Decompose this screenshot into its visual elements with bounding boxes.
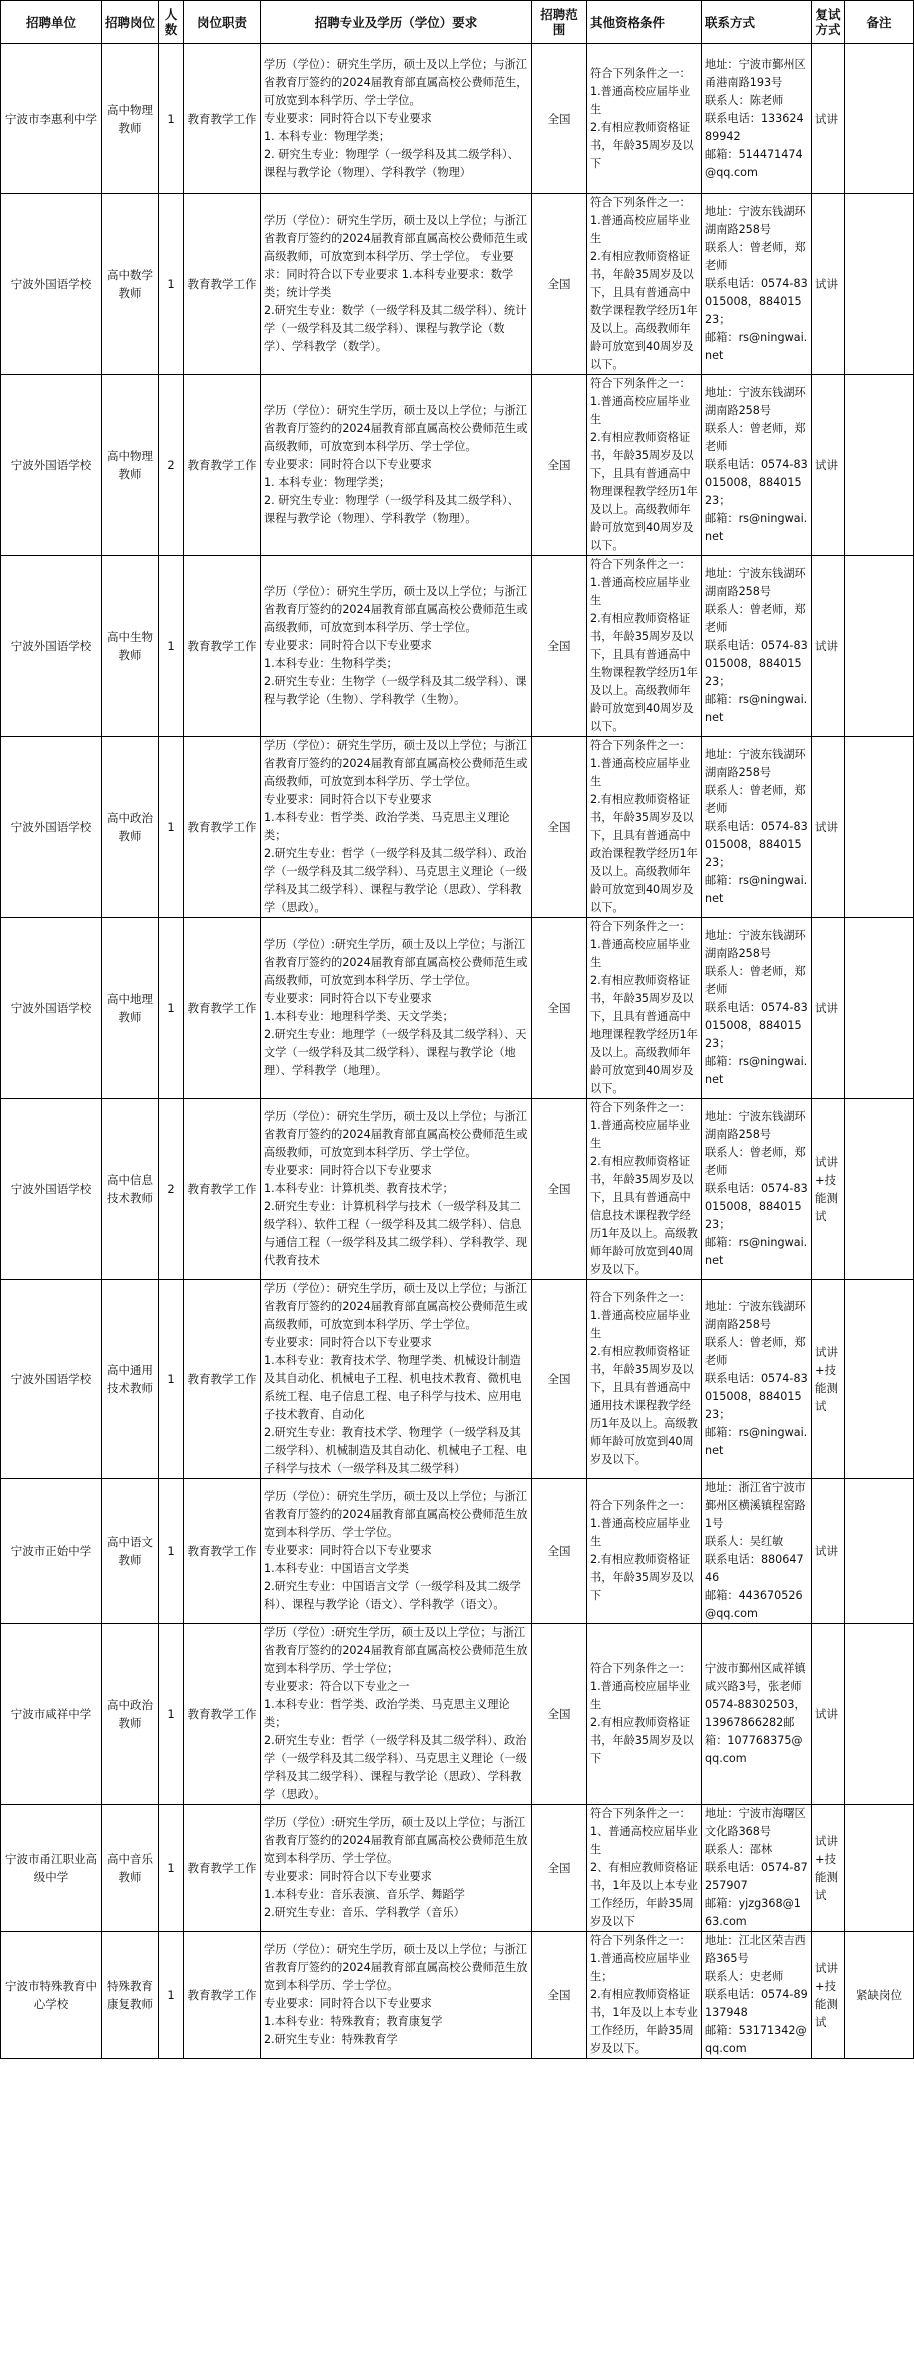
contact-line: 联系人：陈老师 bbox=[705, 93, 784, 107]
condition-line: 2.有相应教师资格证书，年龄35周岁及以下，且具有普通高中物理课程教学经历1年及以上。高级教师年龄可放宽到40周岁及以下。 bbox=[590, 431, 698, 552]
post-cell: 高中生物教师 bbox=[102, 556, 159, 737]
requirement-line: 专业要求：同时符合以下专业要求 bbox=[264, 111, 432, 125]
condition-line: 符合下列条件之一： bbox=[590, 1662, 691, 1675]
scope-cell: 全国 bbox=[532, 737, 587, 918]
contact-line: 邮箱：rs@ningwai.net bbox=[705, 874, 808, 905]
scope-cell: 全国 bbox=[532, 1932, 587, 2059]
contact-line: 联系电话：0574-83015008，88401523； bbox=[705, 639, 808, 688]
condition-line: 1.普通高校应届毕业生 bbox=[590, 1680, 691, 1711]
post-cell: 高中地理教师 bbox=[102, 918, 159, 1099]
contact-line: 地址：宁波东钱湖环湖南路258号 bbox=[705, 1110, 806, 1141]
count-cell: 1 bbox=[159, 1805, 184, 1932]
contact-line: 地址：宁波东钱湖环湖南路258号 bbox=[705, 205, 806, 236]
contact-line: 联系电话：13362489942 bbox=[705, 111, 804, 143]
table-row bbox=[1, 1805, 914, 1932]
conditions-cell bbox=[587, 1479, 702, 1624]
requirement-line: 1.本科专业：教育技术学、物理学类、机械设计制造及其自动化、机械电子工程、机电技术教育、微机电系统工程、电子信息工程、电子科学与技术、应用电子技术教育、自动化 bbox=[264, 1354, 522, 1421]
table-row bbox=[1, 1099, 914, 1280]
post-cell: 高中物理教师 bbox=[102, 375, 159, 556]
requirement-line: 2.研究生专业：特殊教育学 bbox=[264, 2033, 398, 2046]
contact-line: 联系人：曾老师，郑老师 bbox=[705, 965, 806, 996]
contact-line: 联系电话：0574-83015008，88401523； bbox=[705, 1182, 808, 1231]
post-cell: 高中政治教师 bbox=[102, 1624, 159, 1805]
table-row bbox=[1, 1932, 914, 2059]
requirements-cell bbox=[261, 1805, 532, 1932]
header-unit: 招聘单位 bbox=[1, 1, 102, 44]
remark-cell bbox=[845, 44, 914, 194]
duty-cell: 教育教学工作 bbox=[184, 1932, 261, 2059]
requirement-line: 学历（学位）:研究生学历，硕士及以上学位；与浙江省教育厅签约的2024届教育部直属高校公费师范生放宽到本科学历、学士学位。 bbox=[264, 1816, 528, 1865]
condition-line: 符合下列条件之一： bbox=[590, 196, 691, 209]
requirement-line: 2.研究生专业：教育技术学、物理学（一级学科及其二级学科）、机械制造及其自动化、机械电子工程、电子科学与技术（一级学科及其二级学科） bbox=[264, 1426, 527, 1475]
contact-cell bbox=[702, 1099, 812, 1280]
duty-cell: 教育教学工作 bbox=[184, 737, 261, 918]
post-cell: 特殊教育康复教师 bbox=[102, 1932, 159, 2059]
contact-cell bbox=[702, 375, 812, 556]
requirements-cell bbox=[261, 1280, 532, 1479]
requirement-line: 学历（学位）：研究生学历，硕士及以上学位；与浙江省教育厅签约的2024届教育部直属高校公费师范生放宽到本科学历、学士学位。 bbox=[264, 1490, 528, 1539]
requirement-line: 学历（学位）：研究生学历，硕士及以上学位；与浙江省教育厅签约的2024届教育部直属高校公费师范生或高级教师，可放宽到本科学历、学士学位。 bbox=[264, 1110, 528, 1159]
contact-line: 联系电话：0574-83015008，88401523； bbox=[705, 1372, 808, 1421]
condition-line: 2、有相应教师资格证书，1年及以上本专业工作经历，年龄35周岁及以下 bbox=[590, 1861, 698, 1928]
requirements-cell bbox=[261, 918, 532, 1099]
requirement-line: 1.本科专业：特殊教育；教育康复学 bbox=[264, 2015, 443, 2028]
count-cell: 1 bbox=[159, 1624, 184, 1805]
unit-cell: 宁波外国语学校 bbox=[1, 918, 102, 1099]
contact-line: 邮箱：rs@ningwai.net bbox=[705, 1426, 808, 1457]
condition-line: 2.有相应教师资格证书，年龄35周岁及以下，且具有普通高中通用技术课程教学经历1年及以上。高级教师年龄可放宽到40周岁及以下。 bbox=[590, 1345, 698, 1466]
contact-line: 邮箱：514471474@qq.com bbox=[705, 147, 803, 179]
requirement-line: 1.本科专业：中国语言文学类 bbox=[264, 1562, 409, 1575]
contact-line: 邮箱：53171342@qq.com bbox=[705, 2024, 807, 2055]
table-row bbox=[1, 44, 914, 194]
table-row bbox=[1, 918, 914, 1099]
requirement-line: 专业要求：同时符合以下专业要求 bbox=[264, 1336, 432, 1349]
count-cell: 1 bbox=[159, 737, 184, 918]
retest-cell: 试讲 bbox=[812, 1624, 845, 1805]
condition-line: 2.有相应教师资格证书，年龄35周岁及以下 bbox=[590, 1716, 694, 1765]
conditions-cell bbox=[587, 1932, 702, 2059]
condition-line: 2.有相应教师资格证书，年龄35周岁及以下，且具有普通高中生物课程教学经历1年及以上。高级教师年龄可放宽到40周岁及以下。 bbox=[590, 612, 698, 733]
retest-cell: 试讲 bbox=[812, 1479, 845, 1624]
remark-cell bbox=[845, 1479, 914, 1624]
requirement-line: 学历（学位）：研究生学历，硕士及以上学位；与浙江省教育厅签约的2024届教育部直属高校公费师范生或高级教师，可放宽到本科学历、学士学位。 bbox=[264, 404, 528, 453]
condition-line: 符合下列条件之一： bbox=[590, 1101, 691, 1114]
unit-cell: 宁波外国语学校 bbox=[1, 556, 102, 737]
contact-cell bbox=[702, 44, 812, 194]
requirement-line: 2.研究生专业：数学（一级学科及其二级学科）、统计学（一级学科及其二级学科）、课程与教学论（数学）、学科教学（数学）。 bbox=[264, 304, 527, 353]
contact-cell bbox=[702, 194, 812, 375]
header-requirements: 招聘专业及学历（学位）要求 bbox=[261, 1, 532, 44]
requirement-line: 1.本科专业：哲学类、政治学类、马克思主义理论类； bbox=[264, 1698, 510, 1729]
post-cell: 高中数学教师 bbox=[102, 194, 159, 375]
requirement-line: 专业要求：符合以下专业之一 bbox=[264, 1680, 410, 1693]
requirement-line: 2.研究生专业：地理学（一级学科及其二级学科）、天文学（一级学科及其二级学科）、课程与教学论（地理）、学科教学（地理）。 bbox=[264, 1028, 527, 1077]
header-scope: 招聘范围 bbox=[532, 1, 587, 44]
contact-line: 联系人：曾老师，郑老师 bbox=[705, 422, 806, 453]
contact-line: 联系电话：0574-83015008，88401523； bbox=[705, 820, 808, 869]
requirements-cell bbox=[261, 1099, 532, 1280]
contact-line: 邮箱：rs@ningwai.net bbox=[705, 693, 808, 724]
contact-cell bbox=[702, 918, 812, 1099]
retest-cell: 试讲 bbox=[812, 556, 845, 737]
contact-line: 地址：江北区荣吉西路365号 bbox=[705, 1934, 806, 1965]
requirement-line: 学历（学位）：研究生学历，硕士及以上学位；与浙江省教育厅签约的2024届教育部直属高校公费师范生，可放宽到本科学历、学士学位。 bbox=[264, 57, 528, 107]
header-conditions: 其他资格条件 bbox=[587, 1, 702, 44]
condition-line: 2.有相应教师资格证书，年龄35周岁及以下，且具有普通高中信息技术课程教学经历1年及以上。高级教师年龄可放宽到40周岁及以下。 bbox=[590, 1155, 698, 1276]
requirement-line: 2.研究生专业：音乐、学科教学（音乐） bbox=[264, 1906, 465, 1919]
contact-line: 联系电话：0574-89137948 bbox=[705, 1988, 808, 2019]
requirement-line: 学历（学位）：研究生学历，硕士及以上学位；与浙江省教育厅签约的2024届教育部直属高校公费师范生或高级教师，可放宽到本科学历、学士学位。 bbox=[264, 1282, 528, 1331]
table-row bbox=[1, 375, 914, 556]
header-remark: 备注 bbox=[845, 1, 914, 44]
contact-line: 邮箱：rs@ningwai.net bbox=[705, 1236, 808, 1267]
conditions-cell bbox=[587, 1805, 702, 1932]
unit-cell: 宁波市正始中学 bbox=[1, 1479, 102, 1624]
requirements-cell bbox=[261, 556, 532, 737]
requirements-cell bbox=[261, 194, 532, 375]
requirements-cell bbox=[261, 375, 532, 556]
requirement-line: 1.本科专业：音乐表演、音乐学、舞蹈学 bbox=[264, 1888, 465, 1901]
requirement-line: 1.本科专业：地理科学类、天文学类； bbox=[264, 1010, 454, 1023]
contact-line: 地址：宁波东钱湖环湖南路258号 bbox=[705, 386, 806, 417]
retest-cell: 试讲 bbox=[812, 194, 845, 375]
count-cell: 2 bbox=[159, 375, 184, 556]
requirements-cell bbox=[261, 737, 532, 918]
contact-line: 联系人：邵林 bbox=[705, 1843, 773, 1856]
requirement-line: 2.研究生专业：哲学（一级学科及其二级学科）、政治学（一级学科及其二级学科）、马克思主义理论（一级学科及其二级学科）、课程与教学论（思政）、学科教学（思政）。 bbox=[264, 1734, 527, 1801]
condition-line: 2.有相应教师资格证书，年龄35周岁及以下 bbox=[590, 1553, 694, 1602]
condition-line: 1、普通高校应届毕业生 bbox=[590, 1825, 698, 1856]
unit-cell: 宁波市咸祥中学 bbox=[1, 1624, 102, 1805]
conditions-cell bbox=[587, 1099, 702, 1280]
contact-line: 地址：宁波东钱湖环湖南路258号 bbox=[705, 1300, 806, 1331]
count-cell: 1 bbox=[159, 44, 184, 194]
contact-line: 地址：宁波东钱湖环湖南路258号 bbox=[705, 567, 806, 598]
requirements-cell bbox=[261, 1479, 532, 1624]
unit-cell: 宁波外国语学校 bbox=[1, 737, 102, 918]
requirement-line: 专业要求：同时符合以下专业要求 bbox=[264, 793, 432, 806]
post-cell: 高中音乐教师 bbox=[102, 1805, 159, 1932]
remark-cell bbox=[845, 1099, 914, 1280]
unit-cell: 宁波市特殊教育中心学校 bbox=[1, 1932, 102, 2059]
requirement-line: 专业要求：同时符合以下专业要求 bbox=[264, 1870, 432, 1883]
header-row bbox=[1, 1, 914, 44]
condition-line: 2.有相应教师资格证书，年龄35周岁及以下 bbox=[590, 120, 694, 170]
contact-line: 邮箱：rs@ningwai.net bbox=[705, 512, 808, 543]
contact-line: 联系电话：0574-87257907 bbox=[705, 1861, 808, 1892]
condition-line: 1.普通高校应届毕业生 bbox=[590, 1517, 691, 1548]
condition-line: 符合下列条件之一： bbox=[590, 1807, 691, 1820]
retest-cell: 试讲+技能测试 bbox=[812, 1805, 845, 1932]
count-cell: 1 bbox=[159, 194, 184, 375]
duty-cell: 教育教学工作 bbox=[184, 1624, 261, 1805]
requirements-cell bbox=[261, 44, 532, 194]
contact-line: 联系人：曾老师，郑老师 bbox=[705, 241, 806, 272]
contact-line: 邮箱：rs@ningwai.net bbox=[705, 331, 808, 362]
count-cell: 1 bbox=[159, 1932, 184, 2059]
remark-cell bbox=[845, 375, 914, 556]
conditions-cell bbox=[587, 918, 702, 1099]
post-cell: 高中语文教师 bbox=[102, 1479, 159, 1624]
remark-cell bbox=[845, 1280, 914, 1479]
condition-line: 符合下列条件之一： bbox=[590, 377, 691, 390]
contact-line: 联系电话：88064746 bbox=[705, 1553, 804, 1584]
requirement-line: 1. 本科专业：物理学类； bbox=[264, 129, 391, 143]
duty-cell: 教育教学工作 bbox=[184, 1805, 261, 1932]
contact-line: 联系电话：0574-83015008，88401523； bbox=[705, 277, 808, 326]
retest-cell: 试讲 bbox=[812, 44, 845, 194]
duty-cell: 教育教学工作 bbox=[184, 44, 261, 194]
scope-cell: 全国 bbox=[532, 1280, 587, 1479]
condition-line: 符合下列条件之一： bbox=[590, 66, 691, 80]
post-cell: 高中政治教师 bbox=[102, 737, 159, 918]
unit-cell: 宁波市李惠利中学 bbox=[1, 44, 102, 194]
contact-cell bbox=[702, 1932, 812, 2059]
contact-line: 联系人：曾老师，郑老师 bbox=[705, 1146, 806, 1177]
condition-line: 1.普通高校应届毕业生 bbox=[590, 576, 691, 607]
condition-line: 2.有相应教师资格证书，年龄35周岁及以下，且具有普通高中数学课程教学经历1年及以上。高级教师年龄可放宽到40周岁及以下。 bbox=[590, 250, 698, 371]
contact-line: 地址：浙江省宁波市鄞州区横溪镇程窑路1号 bbox=[705, 1481, 806, 1530]
requirement-line: 学历（学位）：研究生学历，硕士及以上学位；与浙江省教育厅签约的2024届教育部直属高校公费师范生或高级教师，可放宽到本科学历、学士学位。 专业要求：同时符合以下专业要求 1.本科专业要求：数学类；统计学类 bbox=[264, 214, 528, 299]
retest-cell: 试讲 bbox=[812, 737, 845, 918]
contact-line: 联系电话：0574-83015008，88401523； bbox=[705, 458, 808, 507]
table-row bbox=[1, 1479, 914, 1624]
post-cell: 高中信息技术教师 bbox=[102, 1099, 159, 1280]
condition-line: 符合下列条件之一： bbox=[590, 920, 691, 933]
contact-cell bbox=[702, 1280, 812, 1479]
remark-cell bbox=[845, 737, 914, 918]
retest-cell: 试讲 bbox=[812, 375, 845, 556]
header-contact: 联系方式 bbox=[702, 1, 812, 44]
duty-cell: 教育教学工作 bbox=[184, 1099, 261, 1280]
requirement-line: 2.研究生专业：生物学（一级学科及其二级学科）、课程与教学论（生物）、学科教学（生物）。 bbox=[264, 675, 527, 706]
duty-cell: 教育教学工作 bbox=[184, 1280, 261, 1479]
requirement-line: 2.研究生专业：中国语言文学（一级学科及其二级学科）、课程与教学论（语文）、学科教学（语文）。 bbox=[264, 1580, 521, 1611]
header-post: 招聘岗位 bbox=[102, 1, 159, 44]
scope-cell: 全国 bbox=[532, 556, 587, 737]
table-row bbox=[1, 1624, 914, 1805]
condition-line: 2.有相应教师资格证书，年龄35周岁及以下，且具有普通高中政治课程教学经历1年及以上。高级教师年龄可放宽到40周岁及以下。 bbox=[590, 793, 698, 914]
contact-line: 联系人：曾老师，郑老师 bbox=[705, 603, 806, 634]
requirements-cell bbox=[261, 1624, 532, 1805]
requirement-line: 专业要求：同时符合以下专业要求 bbox=[264, 1164, 432, 1177]
remark-cell bbox=[845, 918, 914, 1099]
condition-line: 符合下列条件之一： bbox=[590, 558, 691, 571]
contact-cell bbox=[702, 1805, 812, 1932]
scope-cell: 全国 bbox=[532, 44, 587, 194]
condition-line: 符合下列条件之一： bbox=[590, 1499, 691, 1512]
duty-cell: 教育教学工作 bbox=[184, 556, 261, 737]
condition-line: 符合下列条件之一： bbox=[590, 1291, 691, 1304]
unit-cell: 宁波外国语学校 bbox=[1, 194, 102, 375]
count-cell: 2 bbox=[159, 1099, 184, 1280]
contact-cell bbox=[702, 556, 812, 737]
requirement-line: 学历（学位）:研究生学历，硕士及以上学位；与浙江省教育厅签约的2024届教育部直属高校公费师范生放宽到本科学历、学士学位； bbox=[264, 1626, 528, 1675]
contact-line: 联系人：史老师 bbox=[705, 1970, 784, 1983]
duty-cell: 教育教学工作 bbox=[184, 375, 261, 556]
condition-line: 1.普通高校应届毕业生 bbox=[590, 757, 691, 788]
condition-line: 1.普通高校应届毕业生 bbox=[590, 1119, 691, 1150]
contact-line: 宁波市鄞州区咸祥镇咸兴路3号，张老师0574-88302503，13967866282邮箱：107768375@qq.com bbox=[705, 1662, 806, 1765]
remark-cell bbox=[845, 1624, 914, 1805]
conditions-cell bbox=[587, 1280, 702, 1479]
header-count: 人数 bbox=[159, 1, 184, 44]
scope-cell: 全国 bbox=[532, 1479, 587, 1624]
condition-line: 1.普通高校应届毕业生 bbox=[590, 395, 691, 426]
retest-cell: 试讲+技能测试 bbox=[812, 1932, 845, 2059]
contact-line: 联系人：曾老师，郑老师 bbox=[705, 1336, 806, 1367]
condition-line: 符合下列条件之一： bbox=[590, 739, 691, 752]
table-row bbox=[1, 556, 914, 737]
scope-cell: 全国 bbox=[532, 375, 587, 556]
contact-line: 地址：宁波东钱湖环湖南路258号 bbox=[705, 929, 806, 960]
requirement-line: 1.本科专业：计算机类、教育技术学； bbox=[264, 1182, 454, 1195]
header-retest: 复试方式 bbox=[812, 1, 845, 44]
contact-line: 地址：宁波市海曙区文化路368号 bbox=[705, 1807, 806, 1838]
condition-line: 符合下列条件之一： bbox=[590, 1934, 691, 1947]
requirement-line: 专业要求：同时符合以下专业要求 bbox=[264, 992, 432, 1005]
scope-cell: 全国 bbox=[532, 1099, 587, 1280]
scope-cell: 全国 bbox=[532, 918, 587, 1099]
condition-line: 2.有相应教师资格证书，年龄35周岁及以下，且具有普通高中地理课程教学经历1年及以上。高级教师年龄可放宽到40周岁及以下。 bbox=[590, 974, 698, 1095]
conditions-cell bbox=[587, 44, 702, 194]
contact-line: 联系人：曾老师，郑老师 bbox=[705, 784, 806, 815]
requirement-line: 专业要求：同时符合以下专业要求 bbox=[264, 1544, 432, 1557]
requirement-line: 专业要求：同时符合以下专业要求 bbox=[264, 639, 432, 652]
requirement-line: 学历（学位）：研究生学历，硕士及以上学位；与浙江省教育厅签约的2024届教育部直属高校公费师范生或高级教师，可放宽到本科学历、学士学位。 bbox=[264, 585, 528, 634]
conditions-cell bbox=[587, 737, 702, 918]
contact-cell bbox=[702, 1479, 812, 1624]
conditions-cell bbox=[587, 375, 702, 556]
requirement-line: 学历（学位）：研究生学历，硕士及以上学位；与浙江省教育厅签约的2024届教育部直属高校公费师范生或高级教师，可放宽到本科学历、学士学位。 bbox=[264, 739, 528, 788]
remark-cell: 紧缺岗位 bbox=[845, 1932, 914, 2059]
condition-line: 1.普通高校应届毕业生 bbox=[590, 1309, 691, 1340]
unit-cell: 宁波外国语学校 bbox=[1, 375, 102, 556]
requirement-line: 专业要求：同时符合以下专业要求 bbox=[264, 1997, 432, 2010]
count-cell: 1 bbox=[159, 1280, 184, 1479]
requirement-line: 1.本科专业：哲学类、政治学类、马克思主义理论类； bbox=[264, 811, 510, 842]
contact-line: 地址：宁波市鄞州区甬港南路193号 bbox=[705, 57, 806, 89]
condition-line: 1.普通高校应届毕业生 bbox=[590, 84, 691, 116]
contact-line: 邮箱：443670526@qq.com bbox=[705, 1589, 803, 1620]
requirement-line: 2. 研究生专业：物理学（一级学科及其二级学科）、课程与教学论（物理）、学科教学（物理）。 bbox=[264, 494, 519, 525]
count-cell: 1 bbox=[159, 918, 184, 1099]
conditions-cell bbox=[587, 556, 702, 737]
table-row bbox=[1, 737, 914, 918]
requirement-line: 2.研究生专业：计算机科学与技术（一级学科及其二级学科）、软件工程（一级学科及其二级学科）、信息与通信工程（一级学科及其二级学科）、学科教学、现代教育技术 bbox=[264, 1200, 527, 1267]
contact-line: 联系人：吴红敏 bbox=[705, 1535, 784, 1548]
remark-cell bbox=[845, 194, 914, 375]
scope-cell: 全国 bbox=[532, 1624, 587, 1805]
contact-cell bbox=[702, 1624, 812, 1805]
requirement-line: 专业要求：同时符合以下专业要求 bbox=[264, 458, 432, 471]
scope-cell: 全国 bbox=[532, 1805, 587, 1932]
unit-cell: 宁波外国语学校 bbox=[1, 1099, 102, 1280]
conditions-cell bbox=[587, 194, 702, 375]
table-row bbox=[1, 194, 914, 375]
requirement-line: 2.研究生专业：哲学（一级学科及其二级学科）、政治学（一级学科及其二级学科）、马克思主义理论（一级学科及其二级学科）、课程与教学论（思政）、学科教学（思政）。 bbox=[264, 847, 527, 914]
table-row bbox=[1, 1280, 914, 1479]
unit-cell: 宁波市甬江职业高级中学 bbox=[1, 1805, 102, 1932]
requirement-line: 1.本科专业：生物科学类； bbox=[264, 657, 398, 670]
post-cell: 高中物理教师 bbox=[102, 44, 159, 194]
condition-line: 1.普通高校应届毕业生 bbox=[590, 938, 691, 969]
retest-cell: 试讲 bbox=[812, 918, 845, 1099]
count-cell: 1 bbox=[159, 556, 184, 737]
requirement-line: 学历（学位）：研究生学历，硕士及以上学位；与浙江省教育厅签约的2024届教育部直属高校公费师范生放宽到本科学历、学士学位。 bbox=[264, 1943, 528, 1992]
retest-cell: 试讲+技能测试 bbox=[812, 1099, 845, 1280]
contact-cell bbox=[702, 737, 812, 918]
remark-cell bbox=[845, 556, 914, 737]
retest-cell: 试讲+技能测试 bbox=[812, 1280, 845, 1479]
post-cell: 高中通用技术教师 bbox=[102, 1280, 159, 1479]
conditions-cell bbox=[587, 1624, 702, 1805]
contact-line: 联系电话：0574-83015008，88401523； bbox=[705, 1001, 808, 1050]
duty-cell: 教育教学工作 bbox=[184, 1479, 261, 1624]
condition-line: 1.普通高校应届毕业生 bbox=[590, 214, 691, 245]
requirement-line: 2. 研究生专业：物理学（一级学科及其二级学科）、课程与教学论（物理）、学科教学（物理） bbox=[264, 147, 519, 179]
contact-line: 地址：宁波东钱湖环湖南路258号 bbox=[705, 748, 806, 779]
count-cell: 1 bbox=[159, 1479, 184, 1624]
remark-cell bbox=[845, 1805, 914, 1932]
duty-cell: 教育教学工作 bbox=[184, 194, 261, 375]
condition-line: 1.普通高校应届毕业生； bbox=[590, 1952, 691, 1983]
unit-cell: 宁波外国语学校 bbox=[1, 1280, 102, 1479]
contact-line: 邮箱：yjzg368@163.com bbox=[705, 1897, 801, 1928]
requirement-line: 学历（学位）:研究生学历，硕士及以上学位；与浙江省教育厅签约的2024届教育部直属高校公费师范生或高级教师，可放宽到本科学历、学士学位。 bbox=[264, 938, 528, 987]
duty-cell: 教育教学工作 bbox=[184, 918, 261, 1099]
requirements-cell bbox=[261, 1932, 532, 2059]
header-duty: 岗位职责 bbox=[184, 1, 261, 44]
requirement-line: 1. 本科专业：物理学类； bbox=[264, 476, 391, 489]
condition-line: 2.有相应教师资格证书，1年及以上本专业工作经历，年龄35周岁及以下。 bbox=[590, 1988, 698, 2055]
contact-line: 邮箱：rs@ningwai.net bbox=[705, 1055, 808, 1086]
scope-cell: 全国 bbox=[532, 194, 587, 375]
